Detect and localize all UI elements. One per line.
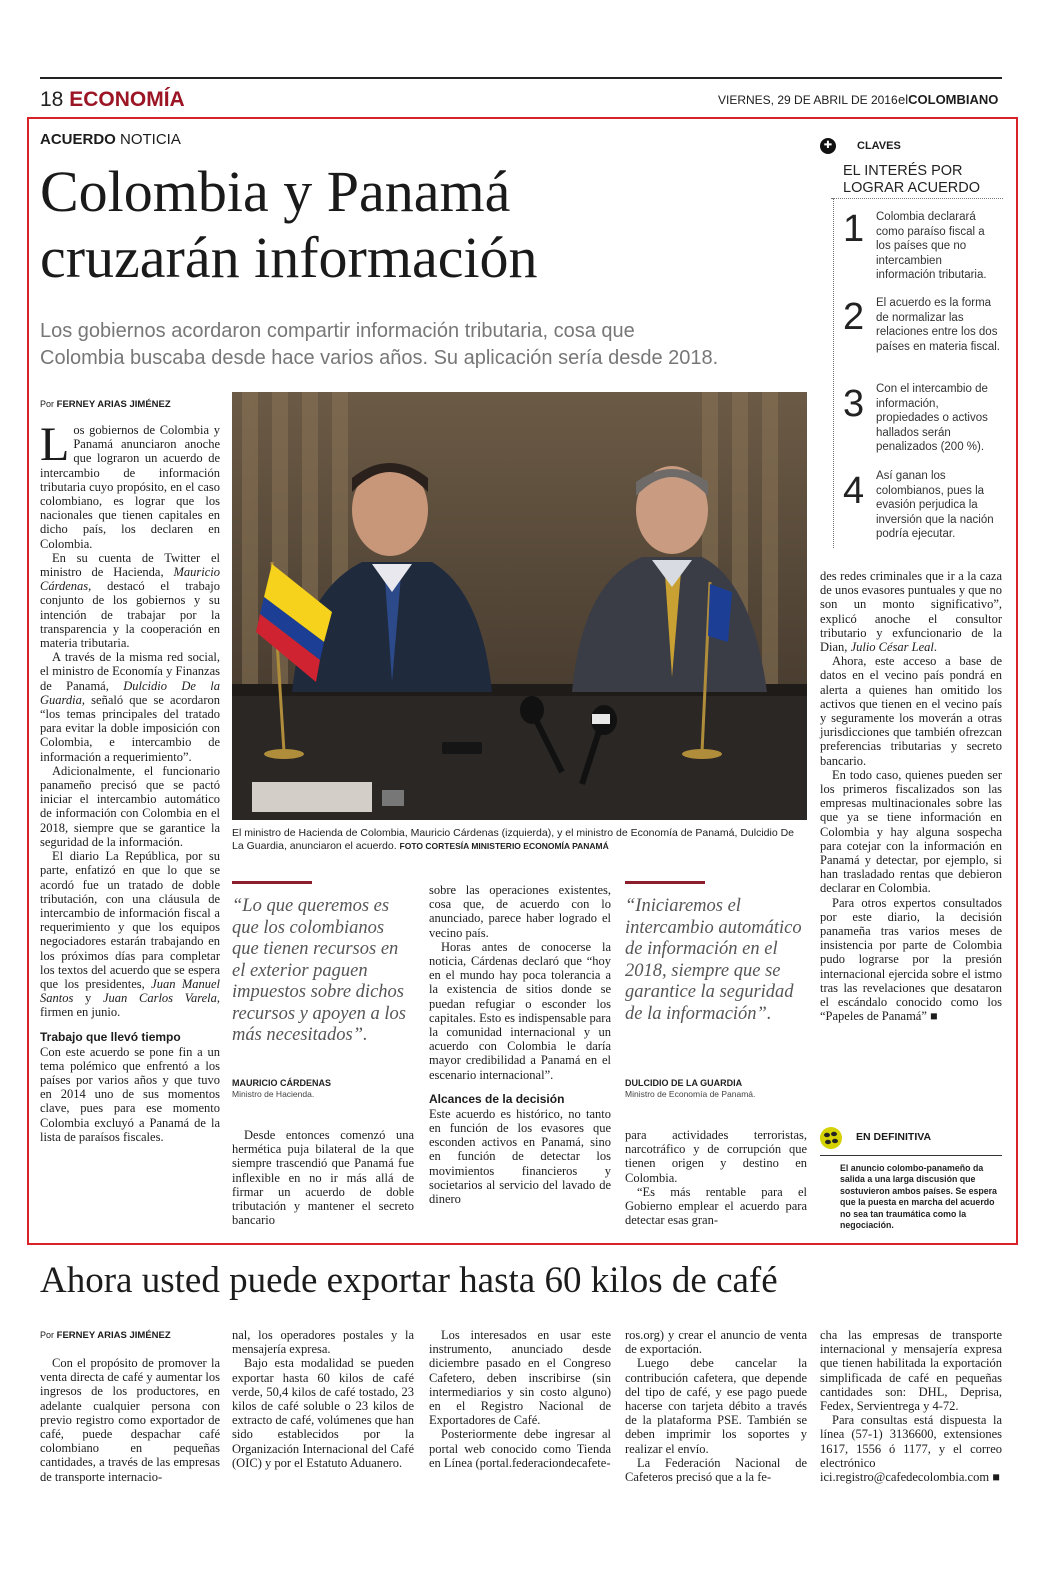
quote-1-role: Ministro de Hacienda. [232, 1089, 315, 1099]
story-2-column-1 [40, 1356, 220, 1484]
subhead-line-2: Colombia buscaba desde hace varios años. Su aplicación sería desde 2018. [40, 347, 719, 369]
kicker-type: NOTICIA [120, 131, 181, 148]
brand-name: COLOMBIANO [908, 92, 999, 107]
article-column-5 [820, 569, 1002, 1024]
pull-quote-2: “Iniciaremos el intercambio automático de información en el 2018, siempre que se garantice la seguridad de la información”. [625, 896, 802, 1024]
photo-credit: FOTO CORTESÍA MINISTERIO ECONOMÍA PANAMÁ [399, 841, 609, 851]
quote-rule [625, 881, 705, 884]
text: , señaló que se acordaron “los temas principales del tratado para evitar la doble imposición con Colombia, e intercambio de información a requerimiento”. [40, 692, 220, 764]
claves-rule [831, 198, 1003, 199]
text: , destacó el trabajo conjunto de los gobiernos y su intención de trabajar por la transparencia y la cooperación en materia tributaria. [40, 579, 220, 651]
claves-title: EL INTERÉS POR LOGRAR ACUERDO [843, 163, 980, 196]
pull-quote-1: “Lo que queremos es que los colombianos que tienen recursos en el exterior paguen impuestos sobre dichos recursos y apoyen a los más necesitados”. [232, 896, 407, 1045]
text: . [933, 640, 938, 655]
clave-text: Colombia declarará como paraíso fiscal a los países que no intercambien información tributaria. [876, 211, 987, 281]
clave-number: 4 [843, 470, 865, 512]
page-section-header [40, 88, 185, 112]
paragraph: cha las empresas de transporte internacional y mensajería expresa que tienen habilitada la exportación simplificada de café en pequeñas cantidades son: DHL, Deprisa, Fedex, Servientrega y 4-72. [820, 1328, 1002, 1414]
header-rule [40, 77, 1002, 79]
article-column-2 [232, 1128, 414, 1227]
text: des redes criminales que ir a la caza de unos evasores puntuales y que no son un monto significativo”, explicó anoche el consultor tributario y exfuncionario de la Dian, [820, 569, 1002, 655]
clave-number: 2 [843, 296, 865, 338]
paragraph: Desde entonces comenzó una hermética puja bilateral de la que siempre trascendió que Panamá fue inflexible en no ir más allá de firmar un acuerdo de doble tributación y mantener el secreto bancario [232, 1128, 414, 1228]
text: , firmen en junio. [40, 991, 221, 1020]
story-2-column-5 [820, 1328, 1002, 1484]
byline-por: Por [40, 399, 55, 409]
newspaper-brand [898, 92, 998, 107]
person-name: Juan Manuel Santos [40, 976, 221, 1006]
paragraph: La Federación Nacional de Cafeteros precisó que a la fe- [625, 1455, 807, 1485]
photo-ministers-illustration [232, 392, 807, 820]
paragraph [820, 1413, 1002, 1484]
story-2-headline: Ahora usted puede exportar hasta 60 kilos de café [40, 1260, 778, 1301]
byline-author: FERNEY ARIAS JIMÉNEZ [56, 399, 171, 410]
story-2-byline [40, 1329, 171, 1342]
text: Para otros expertos consultados por este diario, la decisión panameña tras varios meses de insistencia por parte de Colombia pudo lograrse por la presión internacional ejercida sobre el istmo tras las revelaciones que desataron el escándalo conocido como los “Papeles de Panamá” [820, 895, 1002, 1024]
section-name: ECONOMÍA [69, 88, 185, 111]
clave-number: 3 [843, 383, 865, 425]
person-name: Dulcidio De la Guardia [40, 678, 221, 707]
article-column-3 [429, 883, 611, 1206]
text: El diario La República, por su parte, enfatizó en que lo que se acordó fue un tratado de doble tributación, con una cláusula de intercambio de información fiscal a requerimiento y que los equipos negociadores estarán trabajando en los próximos días para completar los textos del acuerdo que se espera que los presidentes, [40, 849, 220, 991]
clave-text: Con el intercambio de información, propiedades o activos hallados serán penalizados (200 %). [876, 383, 988, 453]
person-name: Juan Carlos Varela [103, 991, 217, 1006]
paragraph [40, 849, 220, 1019]
article-column-1 [40, 418, 221, 1144]
paragraph [40, 650, 220, 764]
paragraph: Posteriormente debe ingresar al portal web conocido como Tienda en Línea (portal.federaciondecafete- [429, 1427, 611, 1470]
quote-2-role: Ministro de Economía de Panamá. [625, 1089, 756, 1099]
text: Para consultas está dispuesta la línea (57-1) 3136600, extensiones 1617, 1556 ó 1177, y el correo electrónico ici.registro@cafedecolombia.com [820, 1413, 1002, 1485]
section-subtitle: Alcances de la decisión [429, 1091, 565, 1106]
person-name: Mauricio Cárdenas [40, 565, 220, 594]
article-byline [40, 398, 171, 411]
end-mark: ■ [930, 1009, 938, 1024]
caption-text: El ministro de Hacienda de Colombia, Mauricio Cárdenas (izquierda), y el ministro de Economía de Panamá, Dulcidio De La Guardia, anunciaron el acuerdo. [232, 827, 795, 852]
article-photo [232, 392, 807, 820]
text: y [85, 991, 92, 1006]
brand-prefix: el [898, 92, 909, 107]
paragraph [40, 551, 220, 650]
claves-icon: ✚ [820, 138, 836, 154]
paragraph: para actividades terroristas, narcotráfico y de corrupción que tienen origen y destino en Colombia. [625, 1128, 807, 1185]
claves-divider [833, 198, 834, 548]
paragraph: sobre las operaciones existentes, cosa que, de acuerdo con lo anunciado, parece haber logrado el vecino país. [429, 883, 611, 940]
paragraph: Los interesados en usar este instrumento, anunciado desde diciembre pasado en el Congreso Cafetero, deben inscribirse (sin intermediarios y sin costo alguno) en el Registro Nacional de Exportadores de Café. [429, 1328, 611, 1428]
en-definitiva-label: EN DEFINITIVA [856, 1131, 932, 1143]
paragraph: “Es más rentable para el Gobierno emplear el acuerdo para detectar esas gran- [625, 1184, 807, 1228]
paragraph: Horas antes de conocerse la noticia, Cárdenas declaró que “hoy en el mundo hay poca tolerancia a la existencia de sitios donde se puedan refugiar o esconder los capitales. Esto es indispensable para la comunidad internacional y un acuerdo con Colombia le daría mayor credibilidad a Panamá en el escenario internacional”. [429, 939, 611, 1082]
quote-rule [232, 881, 312, 884]
byline-author: FERNEY ARIAS JIMÉNEZ [56, 1330, 171, 1341]
photo-caption [232, 827, 807, 853]
text: En su cuenta de Twitter el ministro de Hacienda, [40, 550, 220, 580]
claves-label: CLAVES [857, 140, 901, 152]
clave-number: 1 [843, 208, 865, 250]
paragraph: Adicionalmente, el funcionario panameño precisó que se pactó iniciar el intercambio automático de información con Colombia en el 2018, siempre que se garantice la seguridad de la información. [40, 763, 220, 849]
paragraph: En todo caso, quienes pueden ser los primeros fiscalizados son las empresas multinacionales sobre las que ya se tiene información en Colombia y hay alguna sospecha para cotejar con la información en Panamá y detectar, por ejemplo, si han trasladado rentas que debieron declarar en Colombia. [820, 767, 1002, 896]
article-column-4 [625, 1128, 807, 1227]
article-headline [40, 159, 820, 291]
paragraph: Ahora, este acceso a base de datos en el vecino país pondrá en alerta a quienes han omitido los activos que tienen en el vecino país y seguramente los moverán a otras jurisdicciones que también ofrezcan preferencias tributarias y secreto bancario. [820, 654, 1002, 768]
story-2-column-4 [625, 1328, 807, 1484]
story-2-column-2 [232, 1328, 414, 1470]
headline-line-2: cruzarán información [40, 225, 538, 290]
coffee-beans-icon [820, 1127, 842, 1149]
article-kicker [40, 131, 181, 148]
kicker-tag: ACUERDO [40, 131, 116, 148]
paragraph [820, 896, 1002, 1024]
page-number: 18 [40, 88, 64, 111]
issue-date: VIERNES, 29 DE ABRIL DE 2016 [718, 93, 898, 107]
paragraph: ros.org) y crear el anuncio de venta de exportación. [625, 1328, 807, 1357]
coffee-beans-glyph [820, 1127, 842, 1149]
subhead-line-1: Los gobiernos acordaron compartir información tributaria, cosa que [40, 320, 635, 342]
end-mark: ■ [992, 1470, 1000, 1485]
clave-text: El acuerdo es la forma de normalizar las relaciones entre los dos países en materia fiscal. [876, 297, 1001, 353]
clave-text: Así ganan los colombianos, pues la evasión perjudica la inversión que la nación podría ejecutar. [876, 470, 994, 540]
section-subtitle: Trabajo que llevó tiempo [40, 1029, 181, 1044]
quote-2-author: DULCIDIO DE LA GUARDIA [625, 1078, 743, 1088]
lead-text: os gobiernos de Colombia y Panamá anunciaron anoche que lograron un acuerdo de intercambio de información tributaria cuyo propósito, en el caso colombiano, es lograr que los nacionales que tienen capitales en dicho país, los declaren en Colombia. [40, 423, 220, 551]
byline-por: Por [40, 1330, 55, 1340]
paragraph: Con este acuerdo se pone fin a un tema polémico que enfrentó a los países por varios años y que tuvo en 2014 uno de sus momentos clave, pues para ese momento Colombia excluyó a Panamá de la lista de paraísos fiscales. [40, 1044, 220, 1144]
headline-line-1: Colombia y Panamá [40, 159, 511, 224]
text: A través de la misma red social, el ministro de Economía y Finanzas de Panamá, [40, 650, 220, 693]
en-definitiva-rule [820, 1155, 1002, 1156]
paragraph: nal, los operadores postales y la mensajería expresa. [232, 1328, 414, 1357]
paragraph: Este acuerdo es histórico, no tanto en función de los evasores que esconden activos en Panamá, sino en función de detectar los movimientos financieros y societarios al servicio del lavado de dinero [429, 1106, 611, 1207]
paragraph: Bajo esta modalidad se pueden exportar hasta 60 kilos de café verde, 50,4 kilos de café tostado, 23 kilos de café soluble o 23 kilos de extracto de café, volúmenes que han sido establecidos por la Organización Internacional del Café (OIC) y por el Estatuto Aduanero. [232, 1356, 414, 1470]
person-name: Julio César Leal [850, 640, 934, 655]
article-subhead [40, 318, 820, 372]
paragraph: Con el propósito de promover la venta directa de café y aumentar los ingresos de los productores, en adelante cualquier persona con previo registro como exportador de café, puede despachar café colombiano en pequeñas cantidades, a través de las empresas de transporte internacio- [40, 1356, 220, 1484]
quote-1-author: MAURICIO CÁRDENAS [232, 1078, 331, 1088]
paragraph: Luego debe cancelar la contribución cafetera, que depende del tipo de café, y ese pago puede hacerse con tarjeta débito a través de la plataforma PSE. También se deben imprimir los soportes y realizar el envío. [625, 1356, 807, 1456]
lead-paragraph [40, 418, 220, 551]
drop-cap: L [40, 418, 70, 471]
en-definitiva-text: El anuncio colombo-panameño da salida a una larga discusión que sostuvieron ambos países. Se espera que la puesta en marcha del acuerdo no sea tan traumática como la negociación. [840, 1163, 997, 1231]
paragraph [820, 569, 1002, 654]
story-2-column-3 [429, 1328, 611, 1470]
